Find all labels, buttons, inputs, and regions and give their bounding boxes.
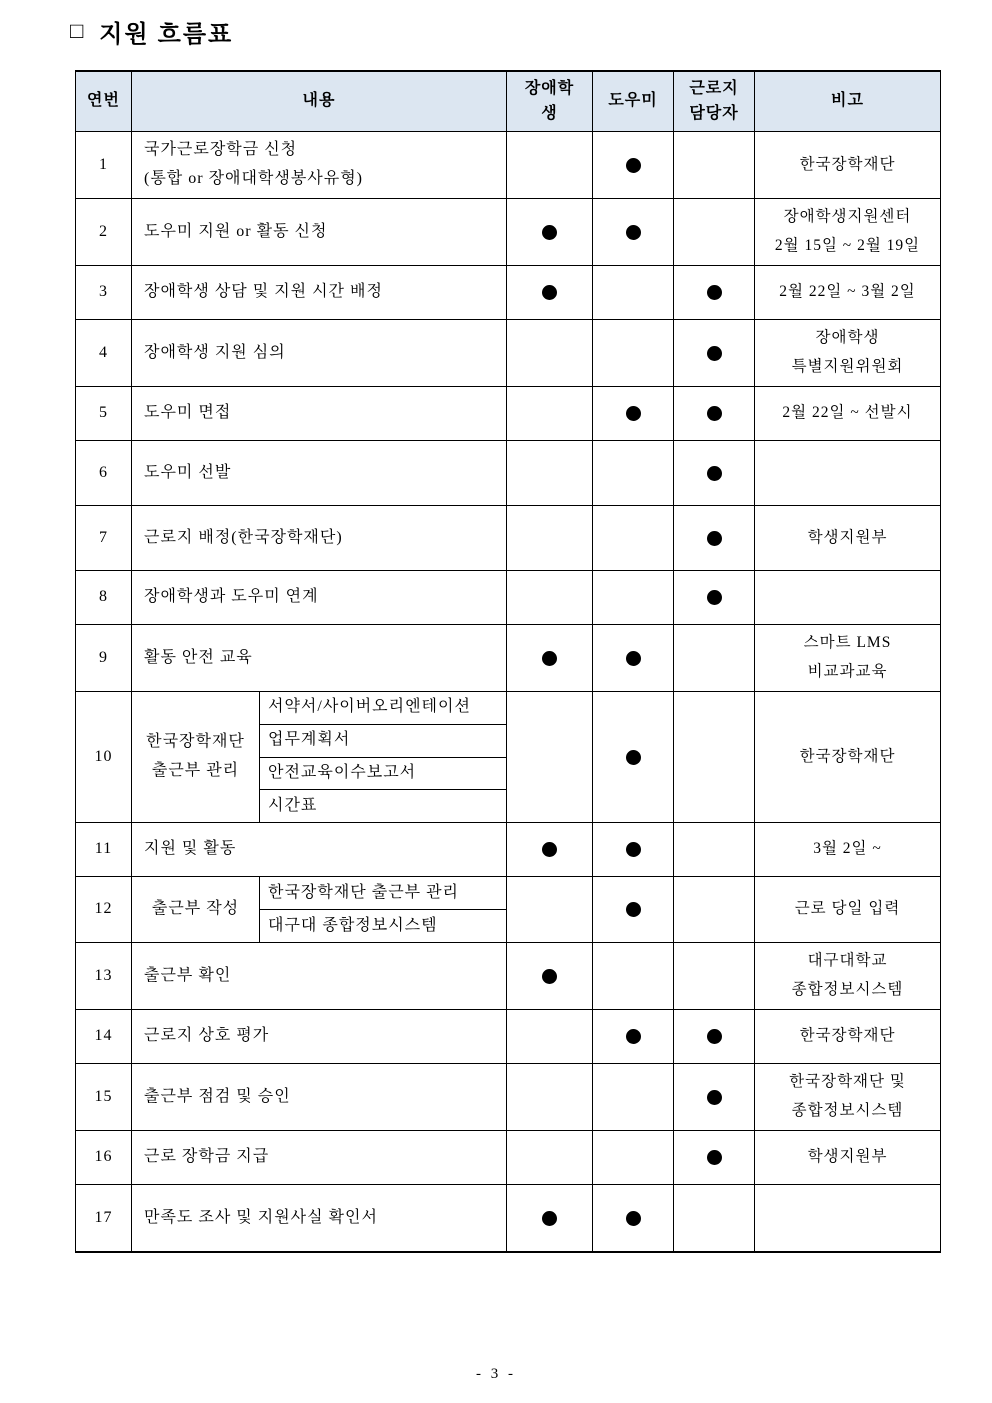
mark-cell-work-manager [673,1131,754,1184]
table-row [76,131,940,198]
dot-icon [626,902,641,917]
dot-icon [626,406,641,421]
row-number-cell: 17 [94,1208,113,1226]
content-sub-item: 안전교육이수보고서 [260,757,506,790]
content-cell: 장애학생 지원 심의 [131,320,506,386]
content-cell: 장애학생과 도우미 연계 [131,571,506,624]
content-sub-items [259,877,506,942]
mark-cell-helper [592,1185,673,1251]
content-cell: 근로 장학금 지급 [131,1131,506,1184]
mark-cell-helper [592,1010,673,1063]
content-sub-item: 시간표 [260,789,506,822]
mark-cell-disabled-student [506,877,592,942]
note-cell: 한국장학재단 및 종합정보시스템 [754,1064,940,1130]
header-helper: 도우미 [592,72,673,131]
mark-cell-disabled-student [506,199,592,265]
mark-cell-helper [592,943,673,1009]
mark-cell-disabled-student [506,266,592,319]
content-sub-items [259,692,506,822]
note-cell: 2월 22일 ~ 3월 2일 [754,266,940,319]
mark-cell-helper [592,320,673,386]
table-row [76,876,940,942]
mark-cell-helper [592,132,673,198]
mark-cell-disabled-student [506,625,592,691]
row-number-cell: 10 [94,747,113,765]
mark-cell-disabled-student [506,1010,592,1063]
note-cell: 2월 22일 ~ 선발시 [754,387,940,440]
mark-cell-helper [592,692,673,822]
dot-icon [542,842,557,857]
dot-icon [707,285,722,300]
mark-cell-helper [592,506,673,570]
note-cell [754,571,940,624]
table-header-row [76,72,940,131]
mark-cell-work-manager [673,441,754,505]
table-row [76,1063,940,1130]
mark-cell-work-manager [673,506,754,570]
mark-cell-disabled-student [506,132,592,198]
row-number-cell: 11 [94,840,113,858]
dot-icon [542,969,557,984]
note-cell: 한국장학재단 [754,1010,940,1063]
content-cell: 국가근로장학금 신청 (통합 or 장애대학생봉사유형) [131,132,506,198]
note-cell: 한국장학재단 [754,132,940,198]
note-cell: 장애학생 특별지원위원회 [754,320,940,386]
content-cell: 근로지 상호 평가 [131,1010,506,1063]
mark-cell-work-manager [673,571,754,624]
row-number-cell: 8 [99,588,108,606]
dot-icon [707,346,722,361]
dot-icon [626,750,641,765]
header-disabled-student: 장애학 생 [506,72,592,131]
mark-cell-work-manager [673,387,754,440]
dot-icon [542,1211,557,1226]
mark-cell-disabled-student [506,943,592,1009]
note-cell: 장애학생지원센터 2월 15일 ~ 2월 19일 [754,199,940,265]
dot-icon [707,1150,722,1165]
note-cell: 근로 당일 입력 [754,877,940,942]
page-number: - 3 - [476,1366,516,1382]
content-cell: 활동 안전 교육 [131,625,506,691]
dot-icon [542,225,557,240]
content-sub-item: 서약서/사이버오리엔테이션 [268,698,471,716]
dot-icon [707,590,722,605]
content-cell: 지원 및 활동 [131,823,506,876]
mark-cell-work-manager [673,1010,754,1063]
row-number-cell: 15 [94,1087,113,1105]
content-cell: 도우미 면접 [131,387,506,440]
dot-icon [626,842,641,857]
table-row [76,440,940,505]
row-number-cell: 16 [94,1148,113,1166]
row-number-cell: 12 [94,900,113,918]
note-cell: 학생지원부 [754,1131,940,1184]
mark-cell-work-manager [673,1064,754,1130]
mark-cell-helper [592,387,673,440]
dot-icon [626,1211,641,1226]
note-cell: 3월 2일 ~ [754,823,940,876]
row-number-cell: 13 [94,966,113,984]
mark-cell-work-manager [673,625,754,691]
mark-cell-helper [592,1131,673,1184]
content-cell: 근로지 배정(한국장학재단) [131,506,506,570]
content-label: 한국장학재단 출근부 관리 [146,733,245,779]
dot-icon [542,285,557,300]
square-bullet-icon: □ [70,17,86,43]
mark-cell-work-manager [673,877,754,942]
mark-cell-disabled-student [506,1185,592,1251]
mark-cell-helper [592,441,673,505]
mark-cell-disabled-student [506,506,592,570]
note-cell [754,1185,940,1251]
dot-icon [626,1029,641,1044]
mark-cell-helper [592,199,673,265]
mark-cell-disabled-student [506,387,592,440]
page-title-text: 지원 흐름표 [99,22,234,48]
table-row [76,198,940,265]
dot-icon [542,651,557,666]
content-cell [131,692,506,822]
content-cell: 장애학생 상담 및 지원 시간 배정 [131,266,506,319]
mark-cell-disabled-student [506,320,592,386]
dot-icon [626,651,641,666]
table-row [76,570,940,624]
mark-cell-work-manager [673,266,754,319]
dot-icon [626,225,641,240]
content-cell: 만족도 조사 및 지원사실 확인서 [131,1185,506,1251]
table-row [76,942,940,1009]
dot-icon [707,1029,722,1044]
mark-cell-disabled-student [506,441,592,505]
content-split [132,692,506,822]
content-sub-item: 한국장학재단 출근부 관리 [268,883,460,901]
row-number-cell: 6 [99,463,108,481]
flow-table [75,70,941,1253]
mark-cell-helper [592,877,673,942]
table-row [76,1184,940,1251]
header-work-manager: 근로지 담당자 [673,72,754,131]
mark-cell-work-manager [673,132,754,198]
mark-cell-work-manager [673,199,754,265]
dot-icon [707,406,722,421]
content-sub-item: 업무계획서 [260,724,506,757]
mark-cell-disabled-student [506,1131,592,1184]
content-split [132,877,506,942]
table-row [76,691,940,822]
mark-cell-helper [592,823,673,876]
table-row [76,386,940,440]
table-row [76,822,940,876]
row-number-cell: 2 [99,222,108,240]
table-row [76,1009,940,1063]
dot-icon [707,466,722,481]
header-no: 연번 [87,92,120,110]
mark-cell-helper [592,571,673,624]
note-cell: 스마트 LMS 비교과교육 [754,625,940,691]
row-number-cell: 1 [99,155,108,173]
mark-cell-work-manager [673,823,754,876]
mark-cell-work-manager [673,692,754,822]
row-number-cell: 7 [99,528,108,546]
mark-cell-disabled-student [506,1064,592,1130]
dot-icon [707,531,722,546]
note-cell: 대구대학교 종합정보시스템 [754,943,940,1009]
table-row [76,505,940,570]
page-title [70,14,233,49]
row-number-cell: 5 [99,404,108,422]
dot-icon [707,1090,722,1105]
mark-cell-disabled-student [506,692,592,822]
row-number-cell: 9 [99,648,108,666]
table-row [76,265,940,319]
content-cell [131,877,506,942]
mark-cell-helper [592,625,673,691]
content-sub-item: 대구대 종합정보시스템 [260,909,506,942]
note-cell: 학생지원부 [754,506,940,570]
content-cell: 출근부 확인 [131,943,506,1009]
content-label: 출근부 작성 [151,900,240,918]
table-row [76,624,940,691]
header-content: 내용 [131,72,506,131]
table-row [76,1130,940,1184]
row-number-cell: 14 [94,1027,113,1045]
mark-cell-disabled-student [506,571,592,624]
mark-cell-work-manager [673,1185,754,1251]
row-number-cell: 3 [99,283,108,301]
mark-cell-work-manager [673,320,754,386]
mark-cell-helper [592,266,673,319]
mark-cell-helper [592,1064,673,1130]
content-cell: 도우미 지원 or 활동 신청 [131,199,506,265]
dot-icon [626,158,641,173]
row-number-cell: 4 [99,343,108,361]
header-note: 비고 [754,72,940,131]
note-cell [754,441,940,505]
mark-cell-work-manager [673,943,754,1009]
content-cell: 출근부 점검 및 승인 [131,1064,506,1130]
mark-cell-disabled-student [506,823,592,876]
note-cell: 한국장학재단 [754,692,940,822]
table-row [76,319,940,386]
content-cell: 도우미 선발 [131,441,506,505]
